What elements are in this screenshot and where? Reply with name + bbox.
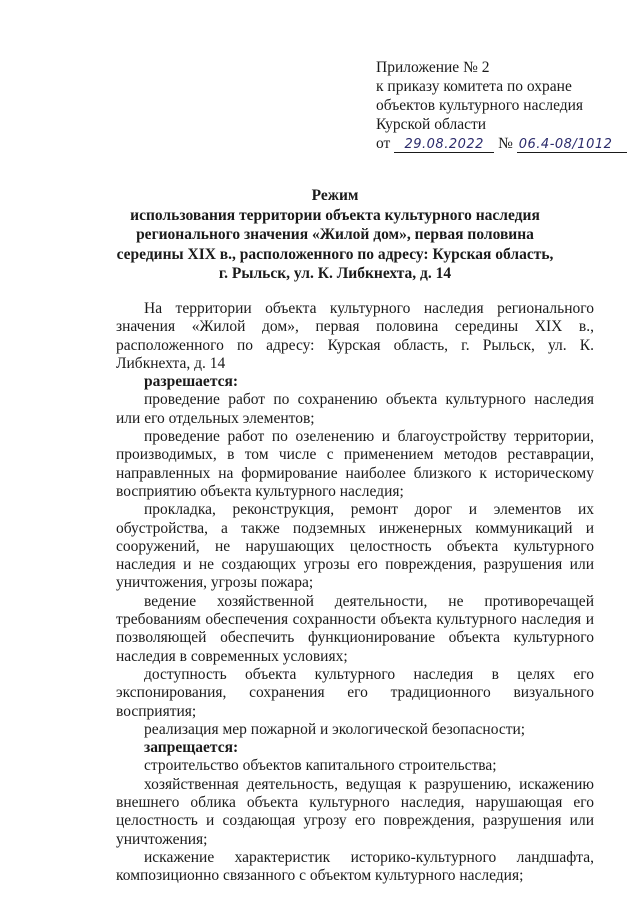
- handwritten-number: 06.4-08/1012: [517, 137, 627, 153]
- title-line-3: регионального значения «Жилой дом», первая половина: [136, 226, 534, 243]
- appendix-order-ref: к приказу комитета по охране: [376, 78, 572, 95]
- appendix-number: Приложение № 2: [376, 59, 490, 76]
- allowed-item: реализация мер пожарной и экологической безопасности;: [144, 720, 526, 738]
- appendix-date-number: [376, 134, 626, 153]
- forbidden-item: строительство объектов капитального строительства;: [144, 757, 497, 775]
- appendix-region: Курской области: [376, 116, 487, 133]
- allowed-item: проведение работ по озеленению и благоустройству территории, производимых, в том числе с применением методов реставрации, направленных на формирование наиболее близкого к историческому восприятию объекта культурного наследия;: [116, 428, 594, 500]
- title-line-4: середины XIX в., расположенного по адресу: Курская область,: [116, 245, 554, 263]
- allowed-item: ведение хозяйственной деятельности, не противоречащей требованиям обеспечения сохранности объекта культурного наследия и позволяющей обеспечить функционирование объекта культурного наследия в современных условиях;: [116, 592, 594, 665]
- appendix-header: [376, 58, 626, 153]
- allowed-label: разрешается:: [144, 373, 239, 391]
- appendix-committee: объектов культурного наследия: [376, 97, 584, 114]
- from-label: от: [376, 135, 391, 152]
- document-title: [100, 186, 570, 284]
- allowed-item: доступность объекта культурного наследия в целях его экспонирования, сохранения его традиционного визуального восприятия;: [116, 665, 594, 720]
- forbidden-label: запрещается:: [144, 739, 239, 757]
- forbidden-item: хозяйственная деятельность, ведущая к разрушению, искажению внешнего облика объекта культурного наследия, нарушающая его целостность и создающая угрозу его повреждения, разрушения или уничтожения;: [116, 775, 594, 848]
- title-line-2: использования территории объекта культурного наследия: [130, 206, 540, 224]
- intro-paragraph: На территории объекта культурного наследия регионального значения «Жилой дом», первая половина середины XIX в., расположенного по адресу: Курская область, г. Рыльск, ул. К. Либкнехта, д. 14: [116, 300, 594, 372]
- document-body: [116, 300, 594, 886]
- title-line-1: Режим: [311, 187, 359, 204]
- handwritten-date: 29.08.2022: [394, 137, 494, 153]
- title-line-5: г. Рыльск, ул. К. Либкнехта, д. 14: [218, 265, 452, 282]
- number-label: №: [498, 135, 513, 152]
- allowed-item: прокладка, реконструкция, ремонт дорог и элементов их обустройства, а также подземных инженерных коммуникаций и сооружений, не нарушающих целостность объекта культурного наследия и не создающих угрозы его повреждения, разрушения или уничтожения, угрозы пожара;: [116, 501, 594, 592]
- forbidden-item: искажение характеристик историко-культурного ландшафта, композиционно связанного с объектом культурного наследия;: [116, 848, 594, 885]
- allowed-item: проведение работ по сохранению объекта культурного наследия или его отдельных элементов;: [116, 391, 594, 427]
